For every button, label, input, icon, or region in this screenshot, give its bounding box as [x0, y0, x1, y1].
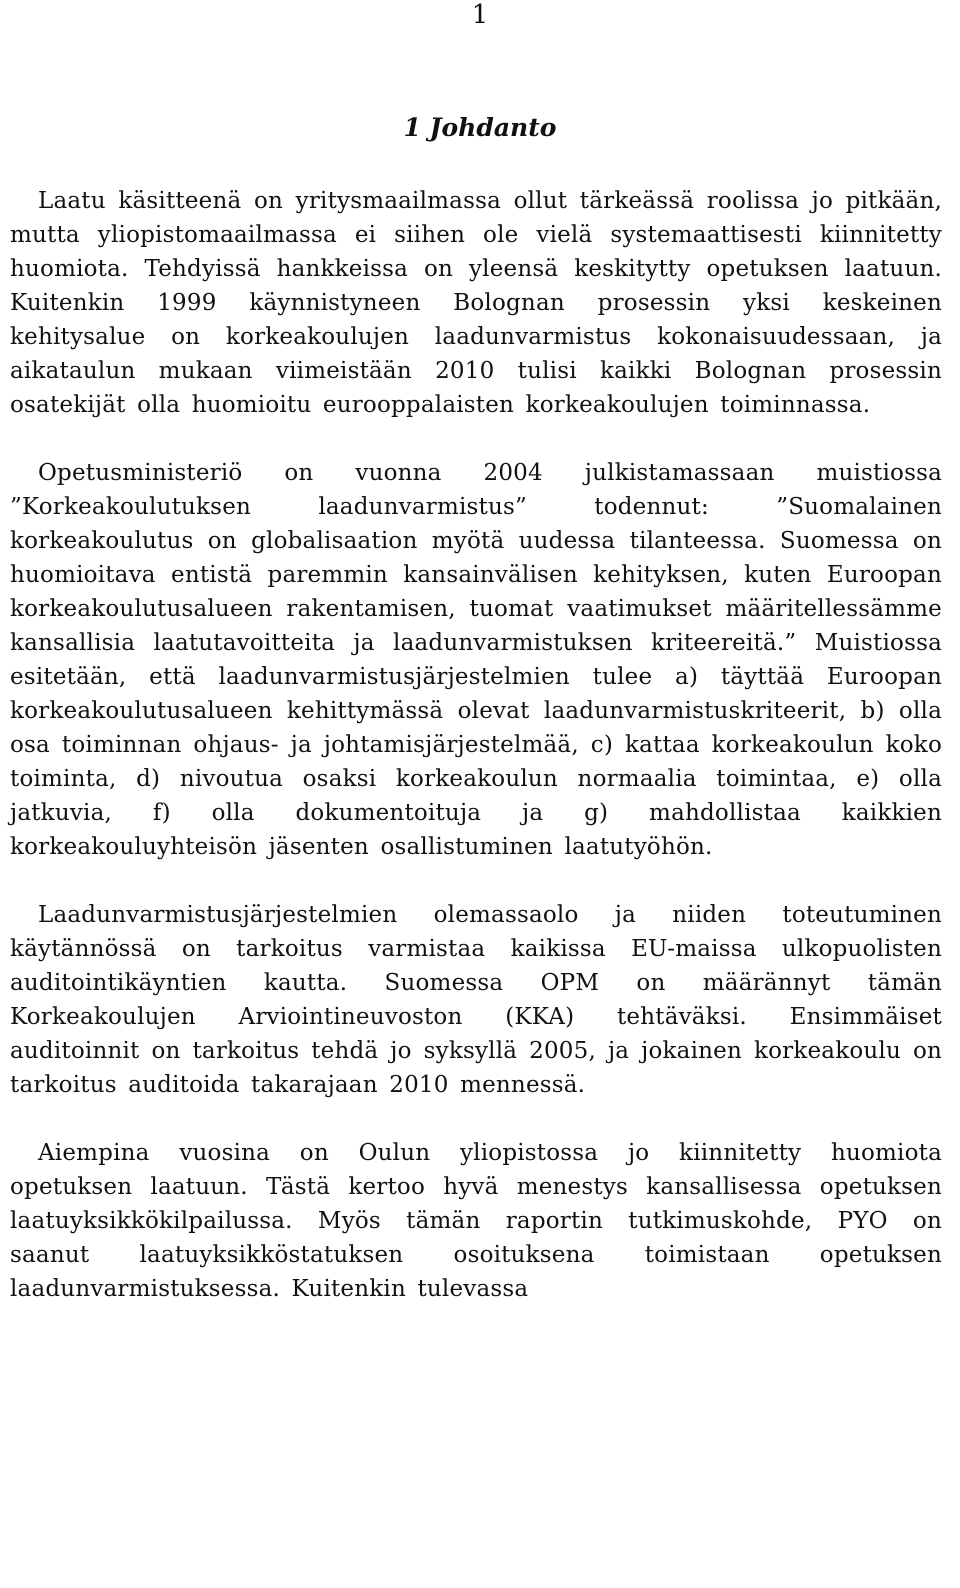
page-number: 1 — [471, 0, 489, 30]
body-text — [10, 184, 942, 1340]
section-heading: 1 Johdanto — [403, 113, 557, 142]
paragraph-1: Laatu käsitteenä on yritysmaailmassa ollut tärkeässä roolissa jo pitkään, mutta yliopistomaailmassa ei siihen ole vielä systemaattisesti kiinnitetty huomiota. Tehdyissä hankkeissa on yleensä keskitytty opetuksen laatuun. Kuitenkin 1999 käynnistyneen Bolognan prosessin yksi keskeinen kehitysalue on korkeakoulujen laadunvarmistus kokonaisuudessaan, ja aikataulun mukaan viimeistään 2010 tulisi kaikki Bolognan prosessin osatekijät olla huomioitu eurooppalaisten korkeakoulujen toiminnassa. — [10, 188, 942, 418]
paragraph-3: Laadunvarmistusjärjestelmien olemassaolo ja niiden toteutuminen käytännössä on tarkoitus varmistaa kaikissa EU-maissa ulkopuolisten auditointikäyntien kautta. Suomessa OPM on määrännyt tämän Korkeakoulujen Arviointineuvoston (KKA) tehtäväksi. Ensimmäiset auditoinnit on tarkoitus tehdä jo syksyllä 2005, ja jokainen korkeakoulu on tarkoitus auditoida takarajaan 2010 mennessä. — [10, 902, 942, 1098]
paragraph-4: Aiempina vuosina on Oulun yliopistossa jo kiinnitetty huomiota opetuksen laatuun. Tästä kertoo hyvä menestys kansallisessa opetuksen laatuyksikkökilpailussa. Myös tämän raportin tutkimuskohde, PYO on saanut laatuyksikköstatuksen osoituksena toimistaan opetuksen laadunvarmistuksessa. Kuitenkin tulevassa — [10, 1140, 942, 1302]
paragraph-2: Opetusministeriö on vuonna 2004 julkistamassaan muistiossa ”Korkeakoulutuksen laadunvarmistus” todennut: ”Suomalainen korkeakoulutus on globalisaation myötä uudessa tilanteessa. Suomessa on huomioitava entistä paremmin kansainvälisen kehityksen, kuten Euroopan korkeakoulutusalueen rakentamisen, tuomat vaatimukset määritellessämme kansallisia laatutavoitteita ja laadunvarmistuksen kriteereitä.” Muistiossa esitetään, että laadunvarmistusjärjestelmien tulee a) täyttää Euroopan korkeakoulutusalueen kehittymässä olevat laadunvarmistuskriteerit, b) olla osa toiminnan ohjaus- ja johtamisjärjestelmää, c) kattaa korkeakoulun koko toiminta, d) nivoutua osaksi korkeakoulun normaalia toimintaa, e) olla jatkuvia, f) olla dokumentoituja ja g) mahdollistaa kaikkien korkeakouluyhteisön jäsenten osallistuminen laatutyöhön. — [10, 460, 942, 860]
